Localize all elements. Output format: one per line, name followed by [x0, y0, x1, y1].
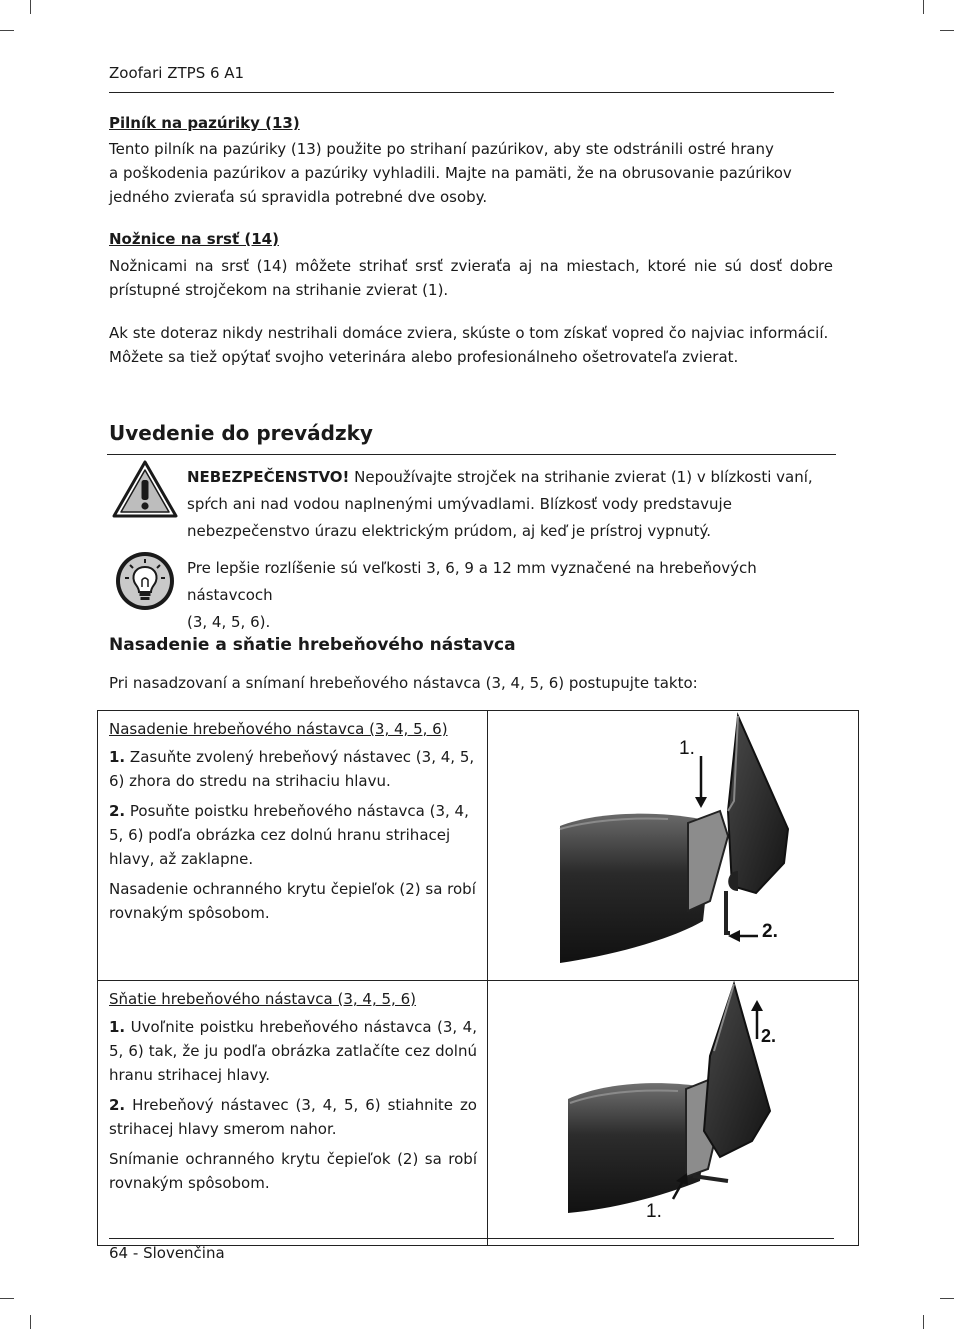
fit-figure-cell	[488, 711, 859, 981]
section-heading-scissors: Nožnice na srsť (14)	[109, 230, 279, 248]
crop-mark	[923, 0, 924, 14]
warning-text: Nepoužívajte strojček na strihanie zvierat (1) v blízkosti vaní,	[354, 468, 813, 486]
remove-step-2	[109, 1093, 477, 1141]
remove-comb-illustration	[488, 981, 858, 1231]
step-text: Posuňte poistku hrebeňového nástavca (3, 4, 5, 6) podľa obrázka cez dolnú hranu strihacej hlavy, až zaklapne.	[109, 802, 469, 868]
paragraph-line: Môžete sa tiež opýtať svojho veterinára alebo profesionálneho ošetrovateľa zvierat.	[109, 348, 739, 366]
steps-table	[97, 710, 859, 1246]
step-number: 1.	[109, 1018, 126, 1036]
crop-mark	[30, 1315, 31, 1329]
paragraph-line: jedného zvieraťa sú spravidla potrebné dve osoby.	[109, 188, 488, 206]
scissors-paragraph: Nožnicami na srsť (14) môžete strihať srsť zvieraťa aj na miestach, ktoré nie sú dosť dobre prístupné strojčekom na strihanie zvierat (1).	[109, 257, 833, 299]
nail-file-paragraph	[109, 137, 839, 209]
crop-mark	[923, 1315, 924, 1329]
crop-mark	[940, 30, 954, 31]
table-row	[98, 711, 859, 981]
remove-title: Sňatie hrebeňového nástavca (3, 4, 5, 6)	[109, 990, 416, 1008]
step-text: Zasuňte zvolený hrebeňový nástavec (3, 4, 5, 6) zhora do stredu na strihaciu hlavu.	[109, 748, 475, 790]
figure-label-1: 1.	[679, 738, 695, 759]
figure-label-2: 2.	[761, 1026, 777, 1046]
warning-text: nebezpečenstvo úrazu elektrickým prúdom, aj keď je prístroj vypnutý.	[187, 522, 711, 540]
step-text: Hrebeňový nástavec (3, 4, 5, 6) stiahnite zo strihacej hlavy smerom nahor.	[109, 1096, 477, 1138]
fit-step-2	[109, 799, 477, 871]
paragraph-line: a poškodenia pazúrikov a pazúriky vyhladili. Majte na pamäti, že na obrusovanie pazúrikov	[109, 164, 792, 182]
paragraph-line: Tento pilník na pazúriky (13) použite po strihaní pazúrikov, aby ste odstránili ostré hrany	[109, 140, 774, 158]
tip-text: Pre lepšie rozlíšenie sú veľkosti 3, 6, 9 a 12 mm vyznačené na hrebeňových nástavcoch	[187, 559, 757, 604]
warning-note	[187, 464, 837, 545]
crop-mark	[0, 1298, 14, 1299]
section-title-attach: Nasadenie a sňatie hrebeňového nástavca	[109, 635, 516, 655]
remove-note: Snímanie ochranného krytu čepieľok (2) sa robí rovnakým spôsobom.	[109, 1150, 477, 1192]
step-text: Uvoľnite poistku hrebeňového nástavca (3, 4, 5, 6) tak, že ju podľa obrázka zatlačíte cez dolnú hranu strihacej hlavy.	[109, 1018, 477, 1084]
tip-note	[187, 555, 847, 636]
tip-text: (3, 4, 5, 6).	[187, 613, 271, 631]
fit-instructions-cell	[98, 711, 488, 981]
section-title-startup: Uvedenie do prevádzky	[109, 421, 373, 445]
figure-label-1: 1.	[646, 1201, 662, 1222]
fit-title: Nasadenie hrebeňového nástavca (3, 4, 5, 6)	[109, 720, 448, 738]
remove-figure-cell	[488, 981, 859, 1246]
section-divider	[107, 454, 836, 455]
header-divider	[109, 92, 834, 93]
remove-step-1	[109, 1015, 477, 1087]
footer-separator: -	[132, 1244, 139, 1262]
figure-label-2: 2.	[762, 921, 778, 942]
step-number: 1.	[109, 748, 126, 766]
table-row	[98, 981, 859, 1246]
step-number: 2.	[109, 802, 126, 820]
fit-step-1	[109, 745, 477, 793]
warning-text: spŕch ani nad vodou naplnenými umývadlami. Blízkosť vody predstavuje	[187, 495, 732, 513]
paragraph-line: Ak ste doteraz nikdy nestrihali domáce zviera, skúste o tom získať vopred čo najviac informácií.	[109, 324, 829, 342]
warning-triangle-icon	[112, 460, 178, 518]
warning-label: NEBEZPEČENSTVO!	[187, 468, 350, 486]
crop-mark	[30, 0, 31, 14]
footer-divider	[109, 1238, 834, 1239]
page-number: 64	[109, 1244, 129, 1262]
footer-language: Slovenčina	[143, 1244, 225, 1262]
section-heading-nail-file: Pilník na pazúriky (13)	[109, 114, 300, 132]
advice-paragraph	[109, 321, 849, 369]
fit-note: Nasadenie ochranného krytu čepieľok (2) sa robí rovnakým spôsobom.	[109, 880, 476, 922]
remove-instructions-cell	[98, 981, 488, 1246]
crop-mark	[0, 30, 14, 31]
document-header-title: Zoofari ZTPS 6 A1	[109, 64, 245, 82]
lightbulb-tip-icon	[114, 550, 176, 612]
page-footer	[109, 1244, 225, 1262]
step-number: 2.	[109, 1096, 126, 1114]
crop-mark	[940, 1298, 954, 1299]
attach-intro: Pri nasadzovaní a snímaní hrebeňového nástavca (3, 4, 5, 6) postupujte takto:	[109, 674, 698, 692]
fit-comb-illustration	[488, 711, 858, 966]
